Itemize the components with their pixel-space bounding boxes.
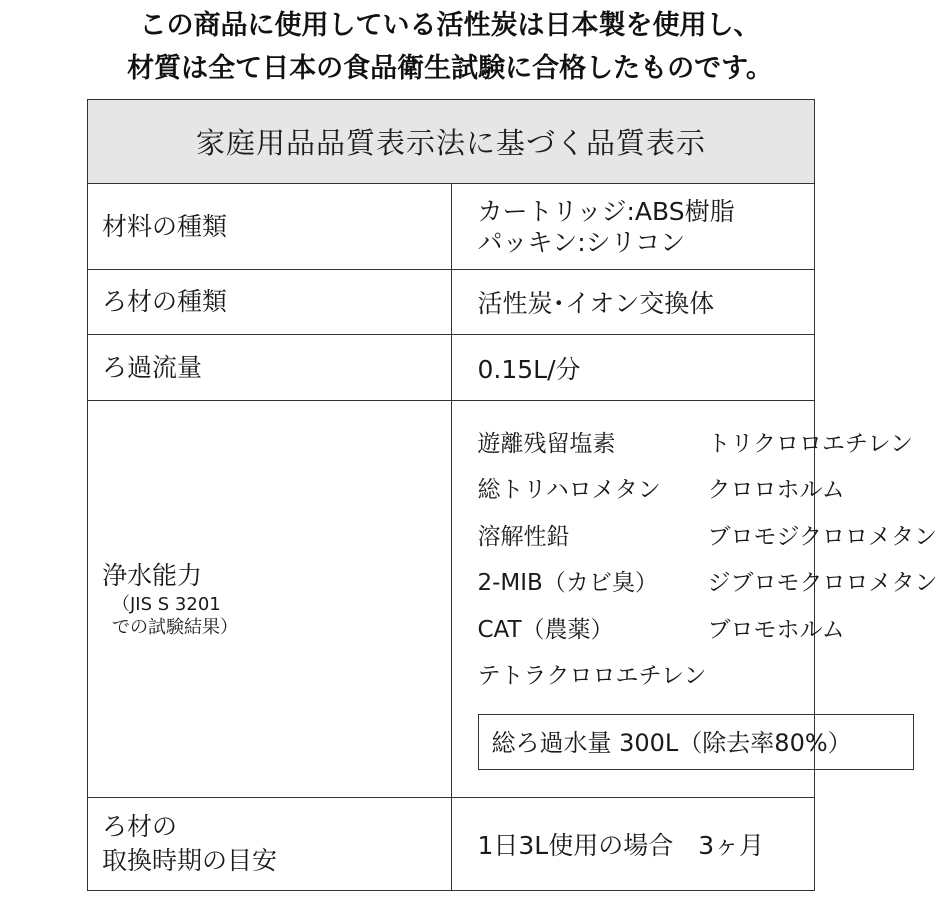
substance-item: トリクロロエチレン: [707, 430, 914, 457]
substance-item: 遊離残留塩素: [477, 430, 616, 457]
filter-media-value: 活性炭･イオン交換体: [451, 270, 815, 335]
flow-rate-label: ろ過流量: [88, 335, 452, 401]
capacity-label: [88, 401, 452, 798]
replacement-label-line-2: 取換時期の目安: [102, 846, 278, 875]
substance-item: テトラクロロエチレン: [477, 663, 707, 689]
table-title: 家庭用品品質表示法に基づく品質表示: [88, 100, 815, 184]
table-row-filter-media: [88, 270, 815, 335]
quality-table: [87, 99, 938, 891]
heading: [0, 4, 900, 90]
table-row-capacity: [88, 401, 815, 798]
replacement-value: 1日3L使用の場合 3ヶ月: [451, 798, 815, 891]
substance-item: ジブロモクロロメタン: [707, 570, 938, 596]
capacity-label-sub-2: での試験結果）: [112, 617, 238, 638]
material-label: 材料の種類: [88, 184, 452, 270]
flow-rate-value: 0.15L/分: [451, 335, 815, 401]
material-value: [451, 184, 815, 270]
capacity-value: [451, 401, 938, 798]
substance-item: ブロモホルム: [707, 616, 845, 643]
table-row-material: [88, 184, 815, 270]
material-value-line-2: パッキン:シリコン: [477, 227, 686, 257]
table-title-row: [88, 100, 815, 184]
replacement-label-line-1: ろ材の: [102, 812, 178, 841]
total-filtration-box: 総ろ過水量 300L（除去率80%）: [478, 714, 914, 770]
substance-item: クロロホルム: [707, 477, 845, 503]
heading-line-2: 材質は全て日本の食品衛生試験に合格したものです。: [127, 53, 773, 84]
substance-item: 2-MIB（カビ臭）: [477, 570, 658, 596]
substance-item: 総トリハロメタン: [477, 477, 661, 503]
capacity-label-sub-1: （JIS S 3201: [112, 594, 221, 615]
substance-item: ブロモジクロロメタン: [707, 523, 938, 550]
replacement-label: [88, 798, 452, 891]
table-row-replacement: [88, 798, 815, 891]
filter-media-label: ろ材の種類: [88, 270, 452, 335]
substance-list: [477, 421, 938, 700]
material-value-line-1: カートリッジ:ABS樹脂: [477, 196, 735, 226]
heading-line-1: この商品に使用している活性炭は日本製を使用し、: [139, 10, 761, 41]
substance-item: 溶解性鉛: [477, 523, 570, 550]
capacity-label-main: 浄水能力: [102, 561, 203, 590]
substance-item: CAT（農薬）: [477, 616, 614, 643]
table-row-flow-rate: [88, 335, 815, 401]
